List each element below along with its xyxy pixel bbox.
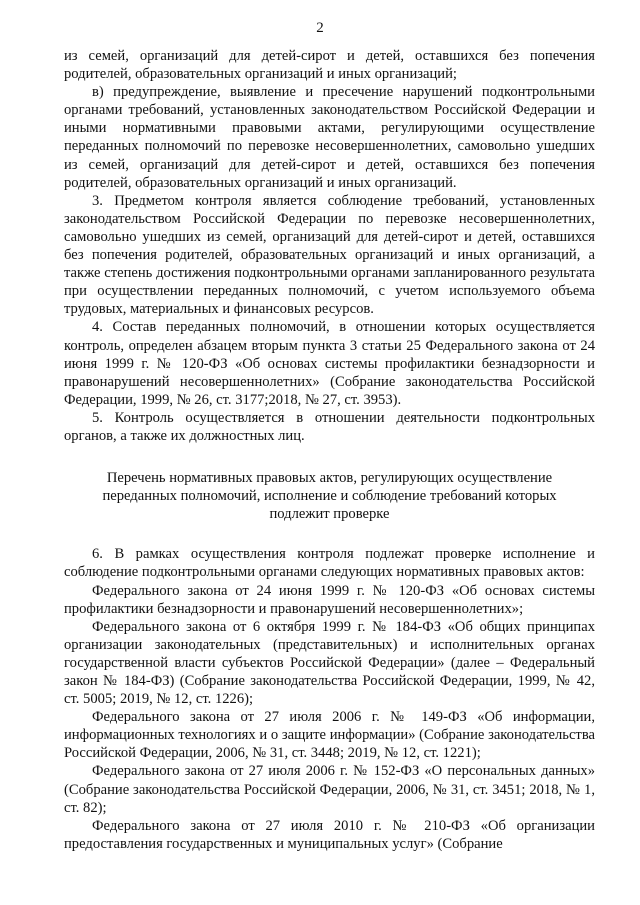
paragraph-5: 5. Контроль осуществляется в отношении деятельности подконтрольных органов, а также их должностных лиц. [64, 409, 595, 444]
paragraph-continuation: из семей, организаций для детей-сирот и детей, оставшихся без попечения родителей, образовательных организаций и иных организаций; [64, 48, 595, 83]
paragraph-item-v: в) предупреждение, выявление и пресечение нарушений подконтрольными органами требований, установленных законодательством Российской Федерации и иными нормативными правовыми актами, регулирующими осуществление переданных полномочий по перевозке несовершеннолетних, самовольно ушедших из семей, организаций для детей-сирот и детей, оставшихся без попечения родителей, образовательных организаций и иных организаций. [64, 84, 595, 191]
law-item-210fz: Федерального закона от 27 июля 2010 г. № 210-ФЗ «Об организации предоставления государственных и муниципальных услуг» (Собрание [64, 817, 595, 852]
page-number: 2 [316, 20, 324, 36]
paragraph-4: 4. Состав переданных полномочий, в отношении которых осуществляется контроль, определен абзацем вторым пункта 3 статьи 25 Федерального закона от 24 июня 1999 г. № 120-ФЗ «Об основах системы профилактики безнадзорности и правонарушений несовершеннолетних» (Собрание законодательства Российской Федерации, 1999, № 26, ст. 3177;2018, № 27, ст. 3953). [64, 319, 595, 408]
law-item-152fz: Федерального закона от 27 июля 2006 г. № 152-ФЗ «О персональных данных» (Собрание законодательства Российской Федерации, 2006, № 31, ст. 3451; 2018, № 1, ст. 82); [64, 763, 595, 816]
document-body [64, 47, 595, 853]
section-heading: Перечень нормативных правовых актов, регулирующих осуществление переданных полномочий, исполнение и соблюдение требований которых подлежит проверке [102, 470, 557, 523]
law-item-184fz: Федерального закона от 6 октября 1999 г. № 184-ФЗ «Об общих принципах организации законодательных (представительных) и исполнительных органах государственной власти субъектов Российской Федерации» (далее – Федеральный закон № 184-ФЗ) (Собрание законодательства Российской Федерации, 1999, № 42, ст. 5005; 2019, № 12, ст. 1226); [64, 618, 595, 708]
paragraph-6: 6. В рамках осуществления контроля подлежат проверке исполнение и соблюдение подконтрольными органами следующих нормативных правовых актов: [64, 546, 595, 581]
paragraph-3: 3. Предметом контроля является соблюдение требований, установленных законодательством Российской Федерации по перевозке несовершеннолетних, самовольно ушедших из семей, организаций для детей-сирот и детей, оставшихся без попечения родителей, образовательных организаций и иных организаций, а также степень достижения подконтрольными органами запланированного результата при осуществлении переданных полномочий, с учетом используемого объема трудовых, материальных и финансовых ресурсов. [64, 192, 595, 318]
law-item-120fz: Федерального закона от 24 июня 1999 г. № 120-ФЗ «Об основах системы профилактики безнадзорности и правонарушений несовершеннолетних»; [64, 582, 595, 617]
law-item-149fz: Федерального закона от 27 июля 2006 г. № 149-ФЗ «Об информации, информационных технологиях и о защите информации» (Собрание законодательства Российской Федерации, 2006, № 31, ст. 3448; 2019, № 12, ст. 1221); [64, 709, 595, 762]
